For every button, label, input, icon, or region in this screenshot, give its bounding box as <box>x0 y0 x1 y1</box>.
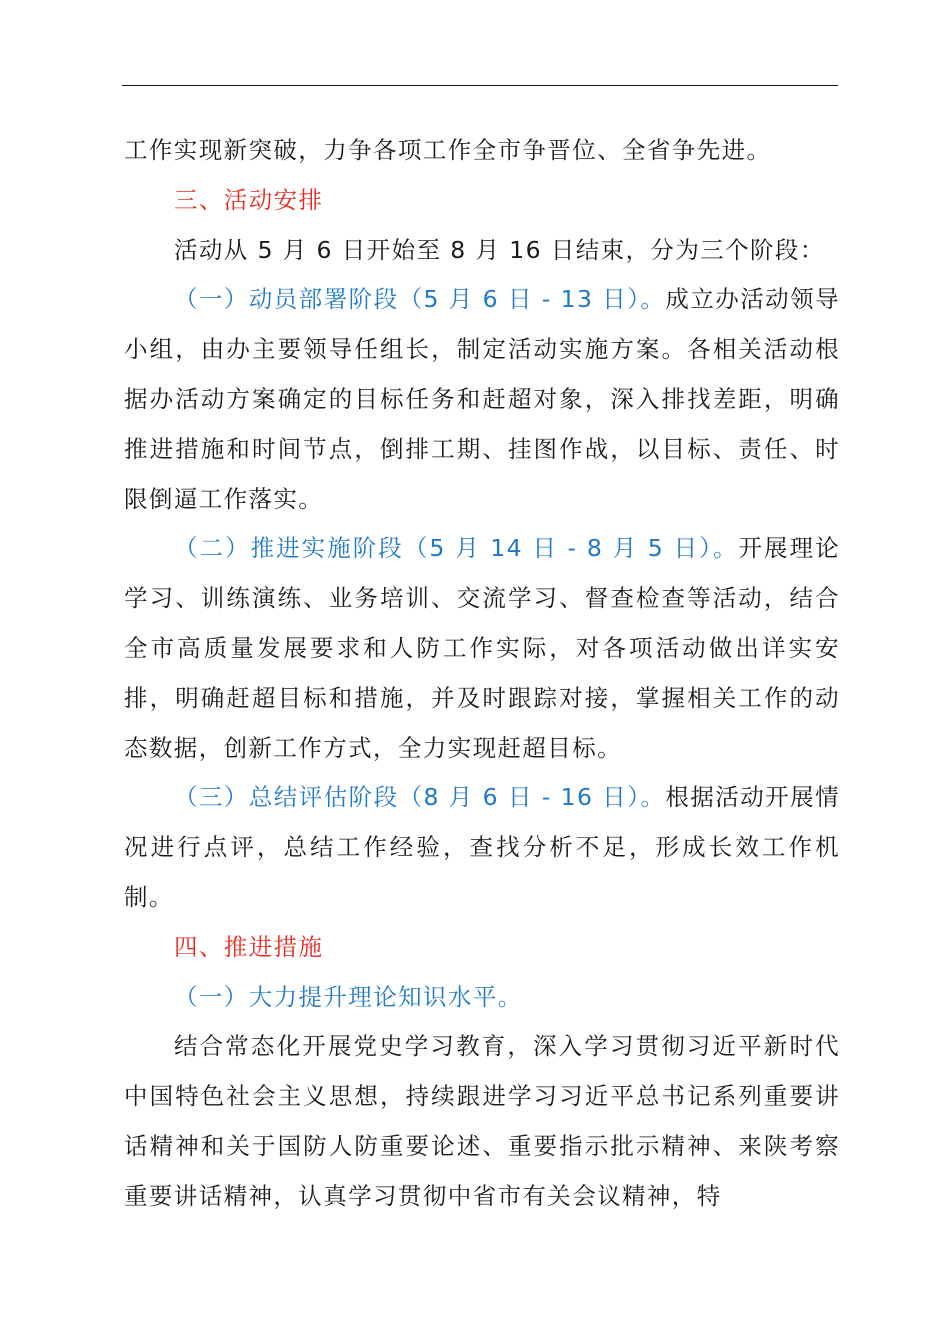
heading-text: 三、活动安排 <box>174 185 324 214</box>
paragraph-activity-schedule <box>124 226 840 276</box>
paragraph-text: 工作实现新突破，力争各项工作全市争晋位、全省争先进。 <box>124 136 772 164</box>
paragraph-text: 根据活动开展情况进行点评，总结工作经验，查找分析不足，形成长效工作机制。 <box>124 783 840 911</box>
paragraph-stage-implementation <box>124 524 840 773</box>
section-heading-activity-arrangement <box>124 176 840 226</box>
paragraph-continuation <box>124 126 840 176</box>
subheading-text: （三）总结评估阶段（8 月 6 日 - 16 日）。 <box>174 783 666 812</box>
paragraph-text: 成立办活动领导小组，由办主要领导任组长，制定活动实施方案。各相关活动根据办活动方案确定的目标任务和赶超对象，深入排找差距，明确推进措施和时间节点，倒排工期、挂图作战，以目标、责任、时限倒逼工作落实。 <box>124 285 840 513</box>
paragraph-text: 活动从 5 月 6 日开始至 8 月 16 日结束，分为三个阶段： <box>174 235 825 264</box>
subheading-text: （一）大力提升理论知识水平。 <box>174 982 523 1011</box>
document-body <box>124 126 840 1222</box>
header-rule <box>122 85 838 86</box>
paragraph-text: 开展理论学习、训练演练、业务培训、交流学习、督查检查等活动，结合全市高质量发展要求和人防工作实际，对各项活动做出详实安排，明确赶超目标和措施，并及时跟踪对接，掌握相关工作的动态数据，创新工作方式，全力实现赶超目标。 <box>124 534 840 762</box>
heading-text: 四、推进措施 <box>174 932 324 961</box>
subheading-theory-knowledge <box>124 973 840 1023</box>
paragraph-stage-mobilization <box>124 275 840 524</box>
paragraph-stage-evaluation <box>124 773 840 922</box>
paragraph-text: 结合常态化开展党史学习教育，深入学习贯彻习近平新时代中国特色社会主义思想，持续跟进学习习近平总书记系列重要讲话精神和关于国防人防重要论述、重要指示批示精神、来陕考察重要讲话精神，认真学习贯彻中省市有关会议精神，特 <box>124 1032 840 1210</box>
subheading-text: （一）动员部署阶段（5 月 6 日 - 13 日）。 <box>174 285 666 314</box>
paragraph-theory-study <box>124 1022 840 1221</box>
section-heading-measures <box>124 923 840 973</box>
subheading-text: （二）推进实施阶段（5 月 14 日 - 8 月 5 日）。 <box>174 534 739 563</box>
